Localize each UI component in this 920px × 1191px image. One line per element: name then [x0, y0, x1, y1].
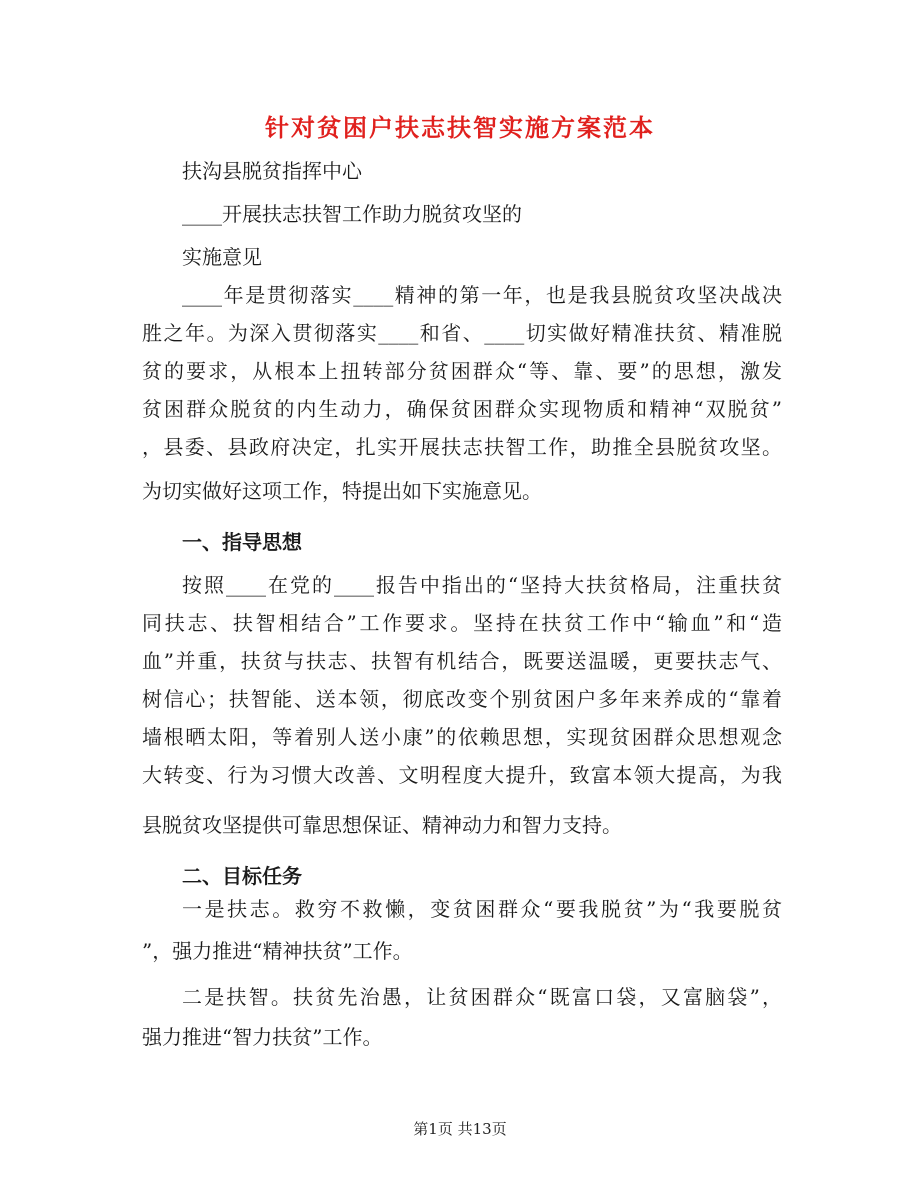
section-heading-goals: 二、目标任务 [182, 864, 302, 888]
item1-line: ”，强力推进“精神扶贫”工作。 [142, 939, 413, 963]
document-title: 针对贫困户扶志扶智实施方案范本 [265, 114, 655, 142]
page-number: 第1页 共13页 [413, 1120, 507, 1138]
header-line: ____开展扶志扶智工作助力脱贫攻坚的 [182, 202, 522, 226]
intro-line: 为切实做好这项工作，特提出如下实施意见。 [142, 479, 542, 503]
document-body [142, 0, 782, 1100]
intro-line: 胜之年。为深入贯彻落实____和省、____切实做好精准扶贫、精准脱 [142, 321, 782, 345]
intro-line: ____年是贯彻落实____精神的第一年，也是我县脱贫攻坚决战决 [182, 283, 782, 307]
section1-line: 县脱贫攻坚提供可靠思想保证、精神动力和智力支持。 [142, 813, 622, 837]
intro-line: 贫困群众脱贫的内生动力，确保贫困群众实现物质和精神“双脱贫” [142, 397, 782, 421]
item2-line: 二是扶智。扶贫先治愚，让贫困群众“既富口袋，又富脑袋”， [182, 985, 782, 1009]
section1-line: 按照____在党的____报告中指出的“坚持大扶贫格局，注重扶贫 [182, 573, 782, 597]
header-line: 实施意见 [182, 245, 262, 269]
item1-line: 一是扶志。救穷不救懒，变贫困群众“要我脱贫”为“我要脱贫 [182, 897, 782, 921]
item2-line: 强力推进“智力扶贫”工作。 [142, 1025, 383, 1049]
intro-line: 贫的要求，从根本上扭转部分贫困群众“等、靠、要”的思想，激发 [142, 359, 782, 383]
section1-line: 大转变、行为习惯大改善、文明程度大提升，致富本领大提高，为我 [142, 763, 782, 787]
section1-line: 同扶志、扶智相结合”工作要求。坚持在扶贫工作中“输血”和“造 [142, 611, 782, 635]
section-heading-guiding-ideology: 一、指导思想 [182, 530, 302, 554]
header-line: 扶沟县脱贫指挥中心 [182, 159, 362, 183]
section1-line: 树信心；扶智能、送本领，彻底改变个别贫困户多年来养成的“靠着 [142, 687, 782, 711]
section1-line: 墙根晒太阳，等着别人送小康”的依赖思想，实现贫困群众思想观念 [142, 725, 782, 749]
intro-line: ，县委、县政府决定，扎实开展扶志扶智工作，助推全县脱贫攻坚。 [142, 435, 782, 459]
section1-line: 血”并重，扶贫与扶志、扶智有机结合，既要送温暖，更要扶志气、 [142, 649, 782, 673]
